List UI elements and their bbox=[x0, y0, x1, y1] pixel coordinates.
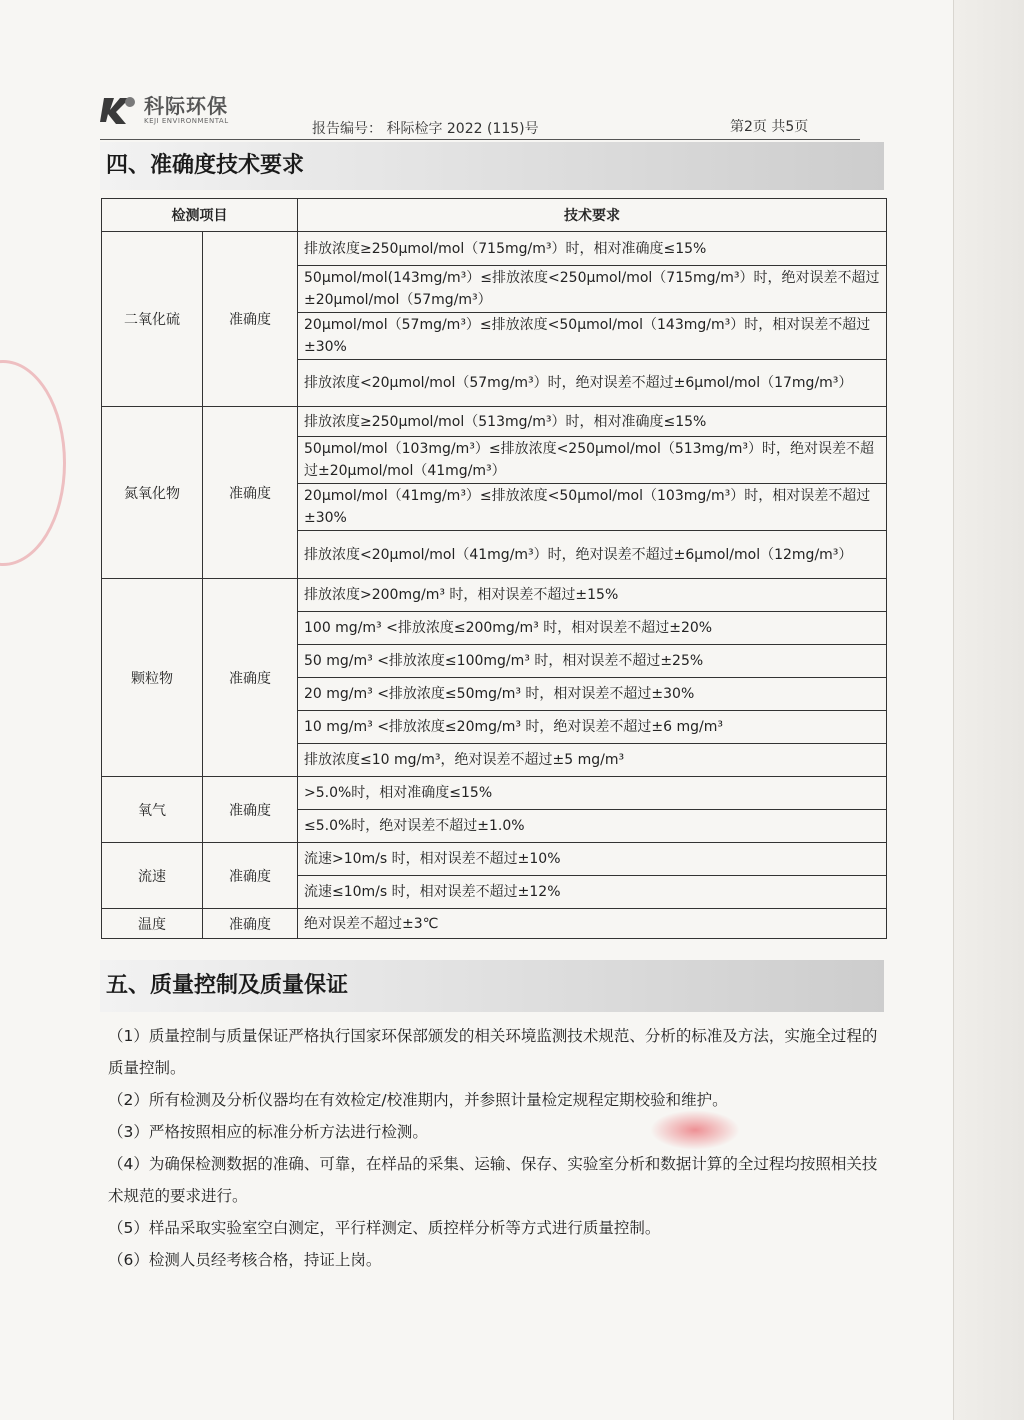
item-cell: 二氧化硫 bbox=[102, 232, 203, 407]
requirement-cell: 排放浓度≥250μmol/mol（715mg/m³）时，相对准确度≤15% bbox=[298, 232, 887, 266]
requirement-cell: 排放浓度≤10 mg/m³，绝对误差不超过±5 mg/m³ bbox=[298, 744, 887, 777]
header-divider bbox=[100, 139, 860, 140]
kind-cell: 准确度 bbox=[203, 407, 298, 579]
requirement-cell: 流速≤10m/s 时，相对误差不超过±12% bbox=[298, 876, 887, 909]
table-row bbox=[102, 909, 887, 939]
item-cell: 氮氧化物 bbox=[102, 407, 203, 579]
column-header-item: 检测项目 bbox=[102, 199, 298, 232]
logo-mark-icon bbox=[100, 92, 140, 128]
requirement-cell: 排放浓度<20μmol/mol（41mg/m³）时，绝对误差不超过±6μmol/mol（12mg/m³） bbox=[298, 531, 887, 579]
requirement-cell: 50μmol/mol(143mg/m³）≤排放浓度<250μmol/mol（715mg/m³）时，绝对误差不超过±20μmol/mol（57mg/m³） bbox=[298, 266, 887, 313]
requirement-cell: 排放浓度>200mg/m³ 时，相对误差不超过±15% bbox=[298, 579, 887, 612]
accuracy-requirements-table bbox=[101, 198, 887, 939]
logo-chinese-name: 科际环保 bbox=[144, 93, 228, 118]
paragraph: （4）为确保检测数据的准确、可靠，在样品的采集、运输、保存、实验室分析和数据计算的全过程均按照相关技术规范的要求进行。 bbox=[108, 1155, 878, 1205]
requirement-cell: 流速>10m/s 时，相对误差不超过±10% bbox=[298, 843, 887, 876]
red-seal-stamp bbox=[0, 360, 66, 566]
requirement-cell: 排放浓度≥250μmol/mol（513mg/m³）时，相对准确度≤15% bbox=[298, 407, 887, 437]
table-row bbox=[102, 579, 887, 612]
kind-cell: 准确度 bbox=[203, 579, 298, 777]
section-title-accuracy: 四、准确度技术要求 bbox=[100, 142, 884, 190]
requirement-cell: 20μmol/mol（57mg/m³）≤排放浓度<50μmol/mol（143mg/m³）时，相对误差不超过±30% bbox=[298, 313, 887, 360]
report-number: 报告编号： 科际检字 2022 (115)号 bbox=[312, 121, 539, 137]
table-row bbox=[102, 407, 887, 437]
column-header-requirement: 技术要求 bbox=[298, 199, 887, 232]
requirement-cell: 排放浓度<20μmol/mol（57mg/m³）时，绝对误差不超过±6μmol/mol（17mg/m³） bbox=[298, 360, 887, 407]
requirement-cell: 10 mg/m³ <排放浓度≤20mg/m³ 时，绝对误差不超过±6 mg/m³ bbox=[298, 711, 887, 744]
paragraph: （6）检测人员经考核合格，持证上岗。 bbox=[108, 1251, 382, 1269]
paragraph: （1）质量控制与质量保证严格执行国家环保部颁发的相关环境监测技术规范、分析的标准及方法，实施全过程的质量控制。 bbox=[108, 1027, 878, 1077]
section-title-quality-control: 五、质量控制及质量保证 bbox=[100, 960, 884, 1012]
requirement-cell: 50μmol/mol（103mg/m³）≤排放浓度<250μmol/mol（513mg/m³）时，绝对误差不超过±20μmol/mol（41mg/m³） bbox=[298, 437, 887, 484]
page-number: 第2页 共5页 bbox=[730, 119, 809, 135]
table-row bbox=[102, 232, 887, 266]
kind-cell: 准确度 bbox=[203, 909, 298, 939]
company-logo bbox=[100, 90, 250, 130]
requirement-cell: 50 mg/m³ <排放浓度≤100mg/m³ 时，相对误差不超过±25% bbox=[298, 645, 887, 678]
kind-cell: 准确度 bbox=[203, 777, 298, 843]
kind-cell: 准确度 bbox=[203, 232, 298, 407]
requirement-cell: 20 mg/m³ <排放浓度≤50mg/m³ 时，相对误差不超过±30% bbox=[298, 678, 887, 711]
item-cell: 温度 bbox=[102, 909, 203, 939]
logo-english-name: KEJI ENVIRONMENTAL bbox=[144, 116, 229, 125]
requirement-cell: ≤5.0%时，绝对误差不超过±1.0% bbox=[298, 810, 887, 843]
item-cell: 氧气 bbox=[102, 777, 203, 843]
quality-control-paragraphs bbox=[108, 1020, 884, 1276]
page-edge-shadow bbox=[953, 0, 1024, 1420]
requirement-cell: >5.0%时，相对准确度≤15% bbox=[298, 777, 887, 810]
paragraph: （3）严格按照相应的标准分析方法进行检测。 bbox=[108, 1123, 428, 1141]
requirement-cell: 100 mg/m³ <排放浓度≤200mg/m³ 时，相对误差不超过±20% bbox=[298, 612, 887, 645]
page-header bbox=[100, 90, 860, 140]
paragraph: （5）样品采取实验室空白测定，平行样测定、质控样分析等方式进行质量控制。 bbox=[108, 1219, 661, 1237]
kind-cell: 准确度 bbox=[203, 843, 298, 909]
item-cell: 颗粒物 bbox=[102, 579, 203, 777]
requirement-cell: 绝对误差不超过±3℃ bbox=[298, 909, 887, 939]
paragraph: （2）所有检测及分析仪器均在有效检定/校准期内，并参照计量检定规程定期校验和维护。 bbox=[108, 1091, 728, 1109]
item-cell: 流速 bbox=[102, 843, 203, 909]
table-header-row bbox=[102, 199, 887, 232]
requirement-cell: 20μmol/mol（41mg/m³）≤排放浓度<50μmol/mol（103mg/m³）时，相对误差不超过±30% bbox=[298, 484, 887, 531]
table-row bbox=[102, 843, 887, 876]
table-row bbox=[102, 777, 887, 810]
